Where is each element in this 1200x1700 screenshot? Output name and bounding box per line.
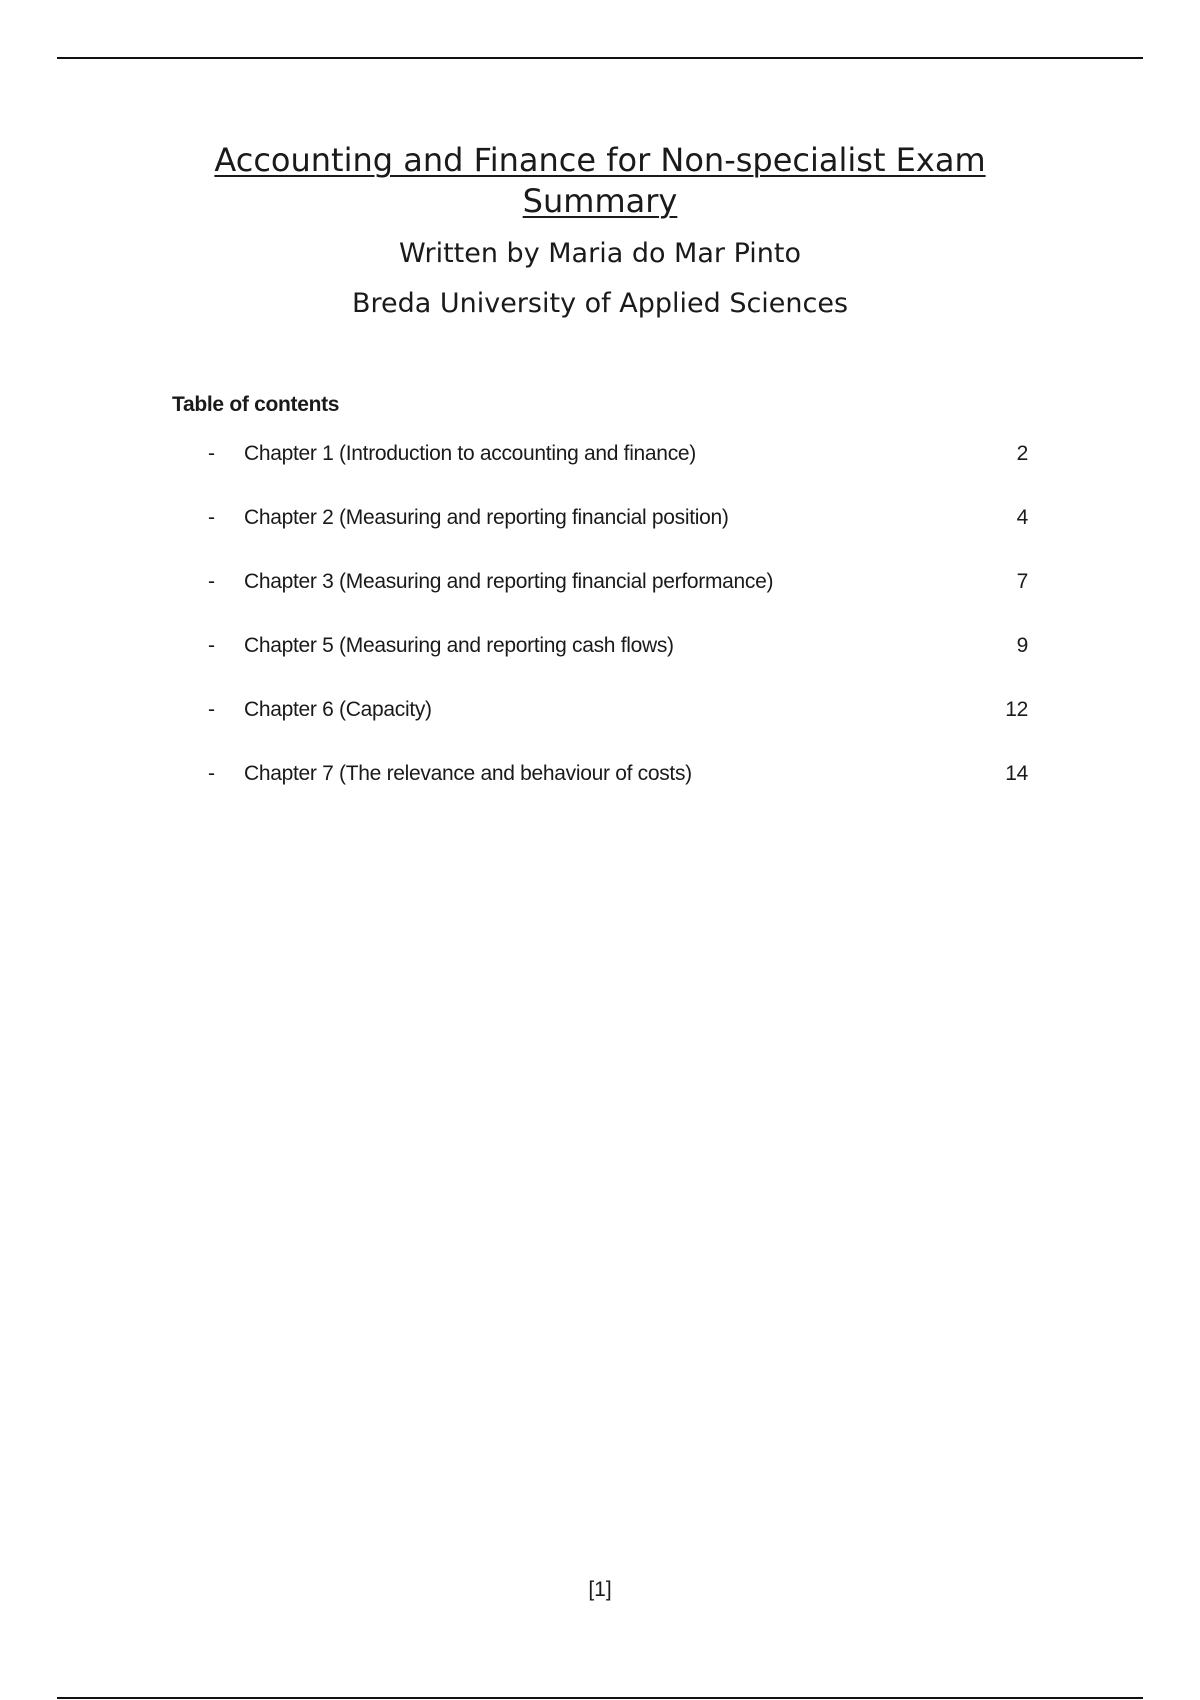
document-header [0,140,1200,321]
institution-line: Breda University of Applied Sciences [351,288,849,319]
toc-item-label: Chapter 1 (Introduction to accounting and finance) [244,442,696,465]
toc-item-chapter-2[interactable] [172,502,1028,566]
toc-bullet: - [208,570,215,593]
toc-item-page: 7 [1016,570,1028,593]
table-of-contents [172,438,1028,822]
toc-item-chapter-1[interactable] [172,438,1028,502]
toc-item-page: 2 [1016,442,1028,465]
toc-heading: Table of contents [172,393,340,416]
toc-item-chapter-7[interactable] [172,758,1028,822]
toc-bullet: - [208,442,215,465]
header-rule [57,57,1143,59]
toc-bullet: - [208,634,215,657]
toc-item-label: Chapter 5 (Measuring and reporting cash flows) [244,634,674,657]
toc-item-label: Chapter 7 (The relevance and behaviour of costs) [244,762,692,785]
toc-bullet: - [208,698,215,721]
toc-item-label: Chapter 6 (Capacity) [244,698,432,721]
toc-item-page: 12 [1005,698,1028,721]
toc-item-page: 4 [1016,506,1028,529]
author-line: Written by Maria do Mar Pinto [398,238,801,269]
toc-item-chapter-3[interactable] [172,566,1028,630]
document-title: Accounting and Finance for Non-specialist Exam Summary [214,141,986,220]
page-number: [1] [588,1578,612,1601]
toc-bullet: - [208,506,215,529]
toc-item-page: 9 [1016,634,1028,657]
toc-item-page: 14 [1005,762,1028,785]
toc-item-chapter-6[interactable] [172,694,1028,758]
toc-item-label: Chapter 2 (Measuring and reporting financial position) [244,506,729,529]
toc-item-chapter-5[interactable] [172,630,1028,694]
toc-bullet: - [208,762,215,785]
toc-item-label: Chapter 3 (Measuring and reporting financial performance) [244,570,774,593]
footer-rule [57,1697,1143,1699]
